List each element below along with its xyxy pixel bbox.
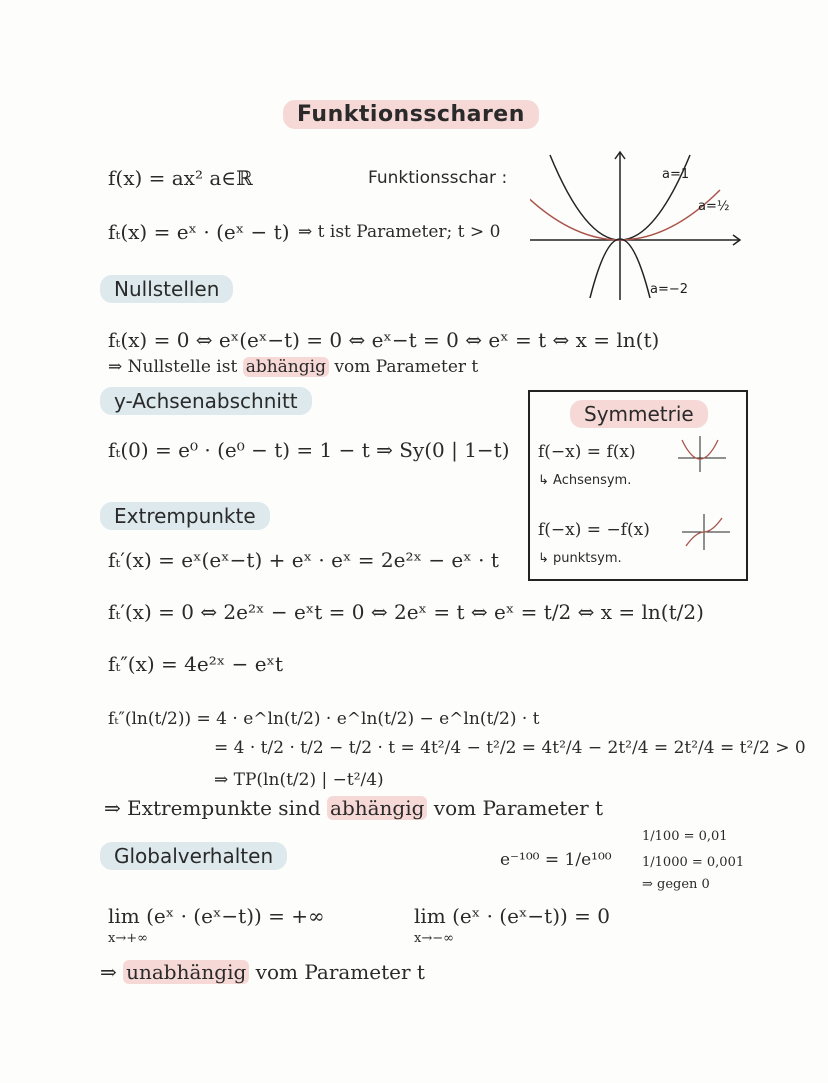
global-result: ⇒ unabhängig vom Parameter t	[100, 960, 425, 984]
extrem-result: ⇒ Extrempunkte sind abhängig vom Parameter t	[104, 796, 604, 820]
second-derivative-at-point: fₜ″(ln(t/2)) = 4 · e^ln(t/2) · e^ln(t/2) − e^ln(t/2) · t	[108, 709, 540, 729]
limit-plus-infinity: lim (eˣ · (eˣ−t)) = +∞	[108, 904, 325, 928]
limit-minus-infinity-sub: x→−∞	[414, 931, 454, 946]
heading-symmetrie: Symmetrie	[570, 404, 708, 424]
y-achse-equation: fₜ(0) = e⁰ · (e⁰ − t) = 1 − t ⇒ Sy(0 | 1−t)	[108, 438, 510, 462]
first-derivative: fₜ′(x) = eˣ(eˣ−t) + eˣ · eˣ = 2e²ˣ − eˣ · t	[108, 548, 499, 572]
nullstellen-equation: fₜ(x) = 0 ⇔ eˣ(eˣ−t) = 0 ⇔ eˣ−t = 0 ⇔ eˣ = t ⇔ x = ln(t)	[108, 328, 660, 352]
achsensym-sketch	[678, 434, 728, 474]
second-derivative-calc: = 4 · t/2 · t/2 − t/2 · t = 4t²/4 − t²/2 = 4t²/4 − 2t²/4 = 2t²/4 = t²/2 > 0	[214, 738, 806, 758]
second-derivative: fₜ″(x) = 4e²ˣ − eˣt	[108, 652, 284, 676]
punktsym-label: ↳ punktsym.	[538, 551, 622, 566]
heading-extrempunkte: Extrempunkte	[100, 506, 270, 526]
punktsym-sketch	[682, 512, 732, 552]
symmetrie-box	[528, 390, 748, 581]
function-definition: f(x) = ax² a∈ℝ	[108, 166, 253, 190]
parameter-note: ⇒ t ist Parameter; t > 0	[298, 222, 501, 242]
label-a-half: a=½	[698, 199, 730, 214]
label-a-minus-2: a=−2	[650, 282, 689, 297]
limit-plus-infinity-sub: x→+∞	[108, 931, 148, 946]
punktsym-equation: f(−x) = −f(x)	[538, 520, 650, 540]
parabola-family-graph	[530, 150, 745, 300]
funktionsschar-label: Funktionsschar :	[368, 168, 508, 188]
limit-minus-infinity: lim (eˣ · (eˣ−t)) = 0	[414, 904, 611, 928]
global-side-3: ⇒ gegen 0	[642, 877, 710, 892]
achsensym-equation: f(−x) = f(x)	[538, 442, 636, 462]
heading-globalverhalten: Globalverhalten	[100, 846, 287, 866]
first-derivative-zero: fₜ′(x) = 0 ⇔ 2e²ˣ − eˣt = 0 ⇔ 2eˣ = t ⇔ eˣ = t/2 ⇔ x = ln(t/2)	[108, 600, 704, 624]
global-side-main: e⁻¹⁰⁰ = 1/e¹⁰⁰	[500, 850, 612, 870]
tiefpunkt: ⇒ TP(ln(t/2) | −t²/4)	[214, 770, 384, 790]
page-title: Funktionsscharen	[283, 104, 539, 126]
label-a-1: a=1	[662, 167, 690, 182]
heading-nullstellen: Nullstellen	[100, 279, 233, 299]
global-side-2: 1/1000 = 0,001	[642, 855, 745, 870]
nullstellen-result: ⇒ Nullstelle ist abhängig vom Parameter t	[108, 357, 479, 377]
global-side-1: 1/100 = 0,01	[642, 829, 728, 844]
heading-y-achsenabschnitt: y-Achsenabschnitt	[100, 391, 312, 411]
achsensym-label: ↳ Achsensym.	[538, 473, 632, 488]
parabola-a-half	[530, 190, 720, 240]
parametric-function: fₜ(x) = eˣ · (eˣ − t)	[108, 220, 290, 244]
